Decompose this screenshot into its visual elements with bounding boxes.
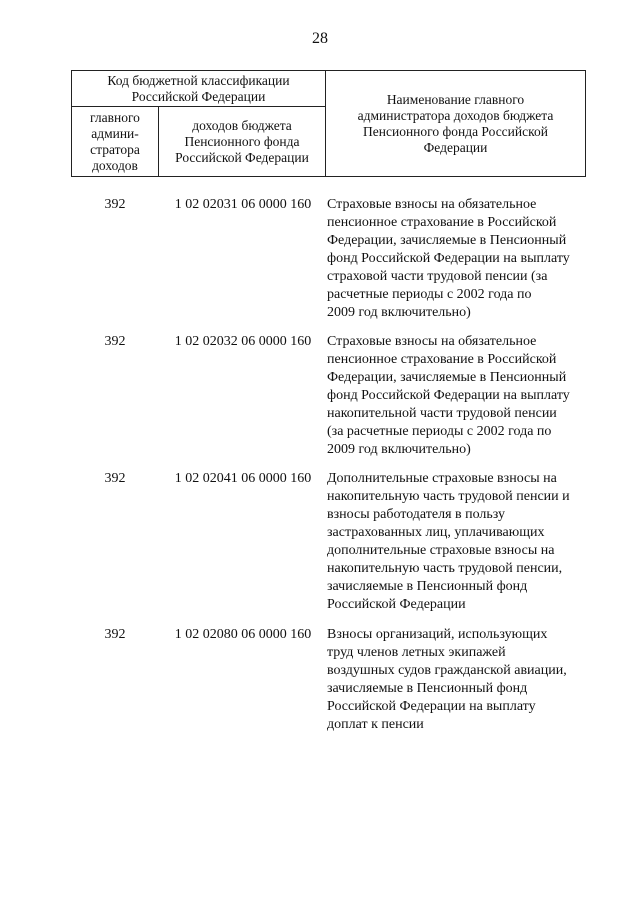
- header-admin-column: главного админи-стратора доходов: [72, 107, 159, 177]
- admin-code: 392: [104, 334, 126, 349]
- header-code-group: Код бюджетной классификации Российской Федерации: [72, 71, 326, 107]
- income-code: 1 02 02032 06 0000 160: [174, 334, 312, 349]
- header-name-column: Наименование главного администратора доходов бюджета Пенсионного фонда Российской Федерации: [326, 71, 586, 177]
- page-number: 28: [312, 30, 328, 47]
- admin-code: 392: [104, 471, 126, 486]
- admin-code: 392: [104, 197, 126, 212]
- income-description: Страховые взносы на обязательное пенсионное страхование в Российской Федерации, зачисляемые в Пенсионный фонд Российской Федерации на выплату накопительной части трудовой пенсии (за расчетные периоды с 2002 года по 2009 год включительно): [327, 334, 570, 457]
- table-header: [71, 70, 586, 177]
- income-code: 1 02 02031 06 0000 160: [174, 197, 312, 212]
- income-description: Страховые взносы на обязательное пенсионное страхование в Российской Федерации, зачисляемые в Пенсионный фонд Российской Федерации на выплату страховой части трудовой пенсии (за расчетные периоды с 2002 года по 2009 год включительно): [327, 197, 570, 320]
- income-description: Взносы организаций, использующих труд членов летных экипажей воздушных судов гражданской авиации, зачисляемые в Пенсионный фонд Российской Федерации на выплату доплат к пенсии: [327, 627, 567, 732]
- income-code: 1 02 02080 06 0000 160: [174, 627, 312, 642]
- header-income-column: доходов бюджета Пенсионного фонда Российской Федерации: [159, 107, 326, 177]
- income-code: 1 02 02041 06 0000 160: [174, 471, 312, 486]
- admin-code: 392: [104, 627, 126, 642]
- income-description: Дополнительные страховые взносы на накопительную часть трудовой пенсии и взносы работодателя в пользу застрахованных лиц, уплачивающих дополнительные страховые взносы на накопительную часть трудовой пенсии, зачисляемые в Пенсионный фонд Российской Федерации: [327, 471, 570, 612]
